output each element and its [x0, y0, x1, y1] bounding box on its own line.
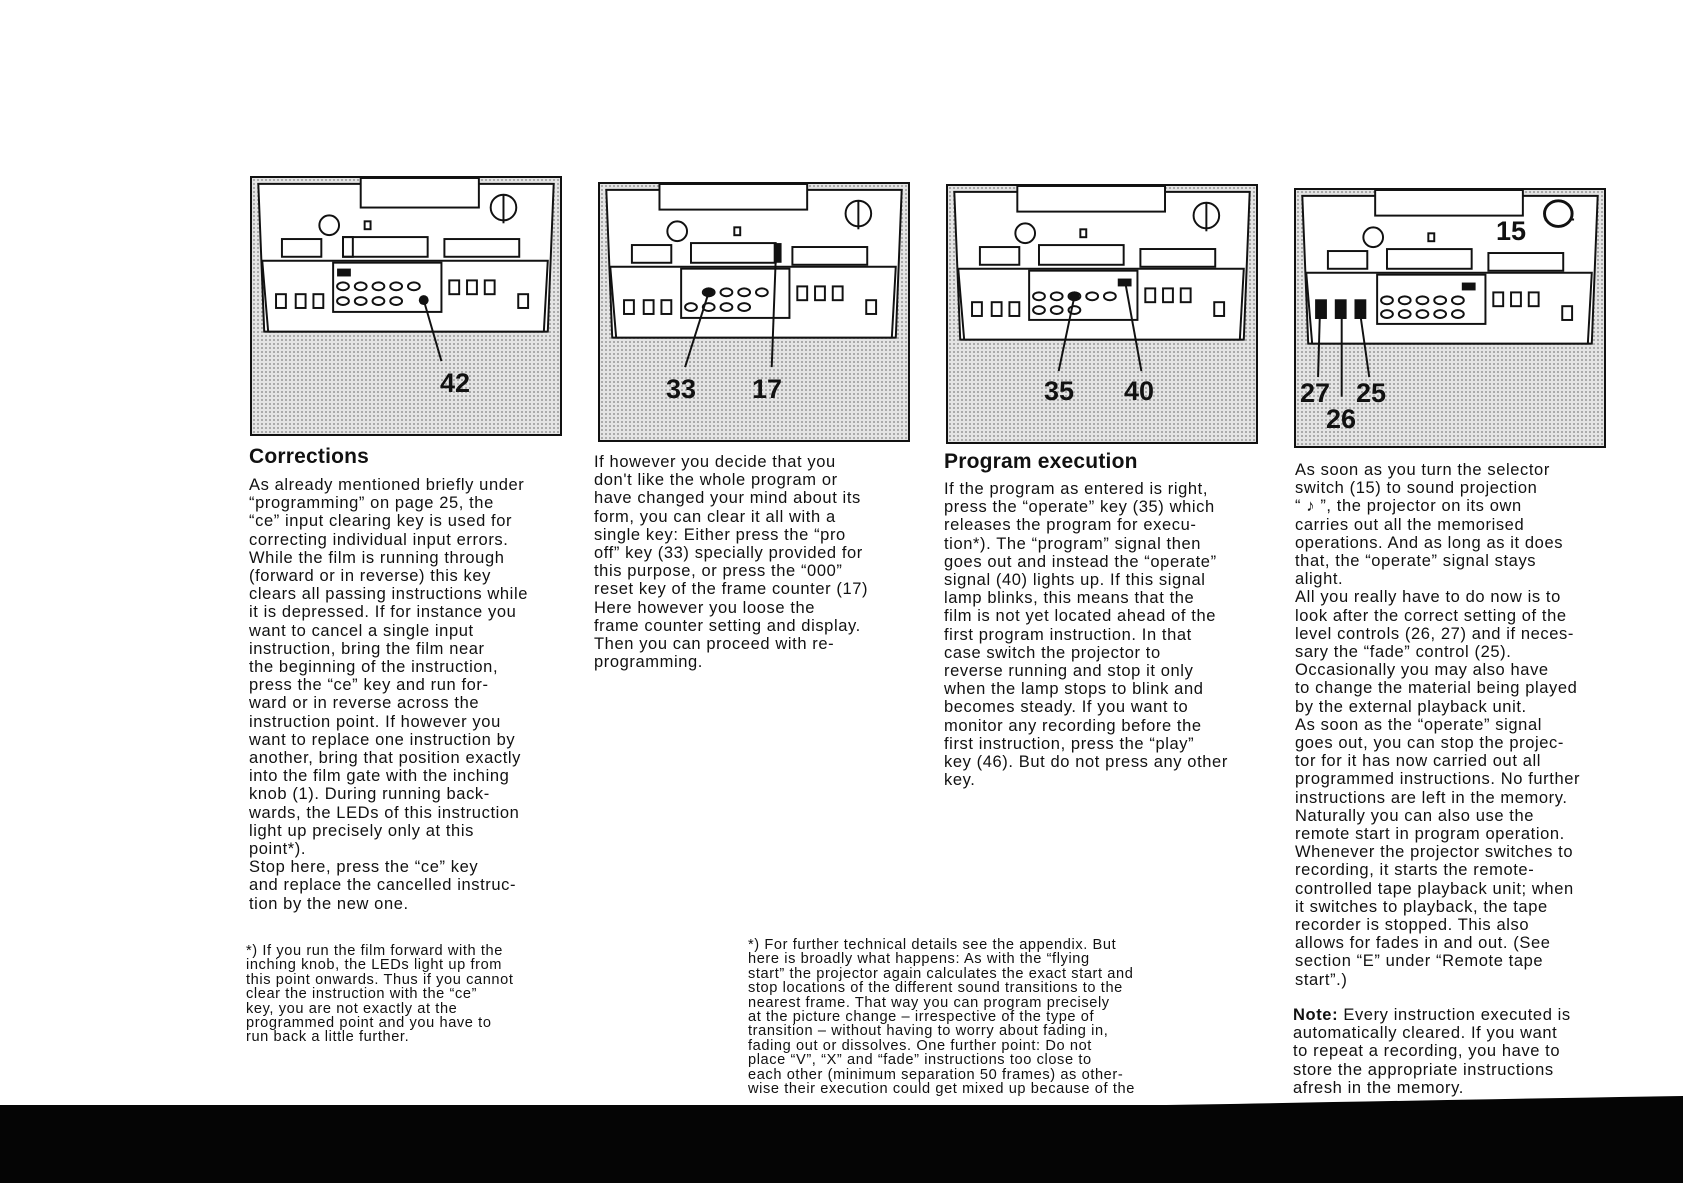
- note-paragraph: [1293, 1006, 1571, 1097]
- callout-27: 27: [1300, 378, 1331, 408]
- callout-15: 15: [1496, 216, 1527, 246]
- callout-40: 40: [1124, 376, 1155, 406]
- heading-program-execution: Program execution: [944, 450, 1138, 473]
- scan-edge-black-band: [0, 1105, 1683, 1183]
- callout-33: 33: [666, 374, 697, 404]
- projector-illustration: [252, 178, 560, 434]
- heading-corrections: Corrections: [249, 445, 370, 468]
- callout-35: 35: [1044, 376, 1075, 406]
- technical-details-footnote: *) For further technical details see the appendix. But here is broadly what happens: As with the “flying start” the projector again calculates the exact start and stop locations of the different sound transitions to the nearest frame. That way you can program precisely at the picture change – irrespective of the type of transition – without having to worry about fading in, fading out or dissolves. One further point: Do not place “V”, “X” and “fade” instructions too close to each other (minimum separation 50 frames) as other- wise their execution could get mixed up because of the: [748, 937, 1135, 1098]
- corrections-body-text: As already mentioned briefly under “programming” on page 25, the “ce” input clearing key is used for correcting individual input errors. While the film is running through (forward or in reverse) this key clears all passing instructions while it is depressed. If for instance you want to cancel a single input instruction, bring the film near the beginning of the instruction, press the “ce” key and run for- ward or in reverse across the instruction point. If however you want to replace one instruction by another, bring that position exactly into the film gate with the inching knob (1). During running back- wards, the LEDs of this instruction light up precisely only at this point*). Stop here, press the “ce” key and replace the cancelled instruc- tion by the new one.: [249, 476, 528, 913]
- callout-26: 26: [1326, 404, 1357, 434]
- note-text: Every instruction executed is automatically cleared. If you want to repeat a recording, you have to store the appropriate instructions afresh in the memory.: [1293, 1006, 1571, 1097]
- callout-17: 17: [752, 374, 783, 404]
- clear-program-body-text: If however you decide that you don't like the whole program or have changed your mind about its form, you can clear it all with a single key: Either press the “pro off” key (33) specially provided for this purpose, or press the “000” reset key of the frame counter (17) Here however you loose the frame counter setting and display. Then you can proceed with re- programming.: [594, 453, 869, 672]
- program-execution-body-text: If the program as entered is right, press the “operate” key (35) which releases the program for execu- tion*). The “program” signal then goes out and instead the “operate” signal (40) lights up. If this signal lamp blinks, this means that the film is not yet located ahead of the first program instruction. In that case switch the projector to reverse running and stop it only when the lamp stops to blink and becomes steady. If you want to monitor any recording before the first instruction, press the “play” key (46). But do not press any other key.: [944, 480, 1228, 790]
- figure-projector-sound-projection: [1294, 188, 1606, 448]
- projector-illustration: [948, 186, 1256, 442]
- sound-projection-body-text: As soon as you turn the selector switch (15) to sound projection “ ♪ ”, the projector on its own carries out all the memorised operations. And as long as it does that, the “operate” signal stays alight. All you really have to do now is to look after the correct setting of the level controls (26, 27) and if neces- sary the “fade” control (25). Occasionally you may also have to change the material being played by the external playback unit. As soon as the “operate” signal goes out, you can stop the projec- tor for it has now carried out all programmed instructions. No further instructions are left in the memory. Naturally you can also use the remote start in program operation. Whenever the projector switches to recording, it starts the remote- controlled tape playback unit; when it switches to playback, the tape recorder is stopped. This also allows for fades in and out. (See section “E” under “Remote tape start”.): [1295, 461, 1581, 989]
- note-label: Note:: [1293, 1006, 1339, 1024]
- figure-projector-operate: [946, 184, 1258, 444]
- figure-projector-corrections: [250, 176, 562, 436]
- callout-25: 25: [1356, 378, 1387, 408]
- figure-projector-clear-program: [598, 182, 910, 442]
- corrections-footnote: *) If you run the film forward with the inching knob, the LEDs light up from this point onwards. Thus if you cannot clear the instruction with the “ce” key, you are not exactly at the programmed point and you have to run back a little further.: [246, 943, 514, 1046]
- callout-42: 42: [440, 368, 471, 398]
